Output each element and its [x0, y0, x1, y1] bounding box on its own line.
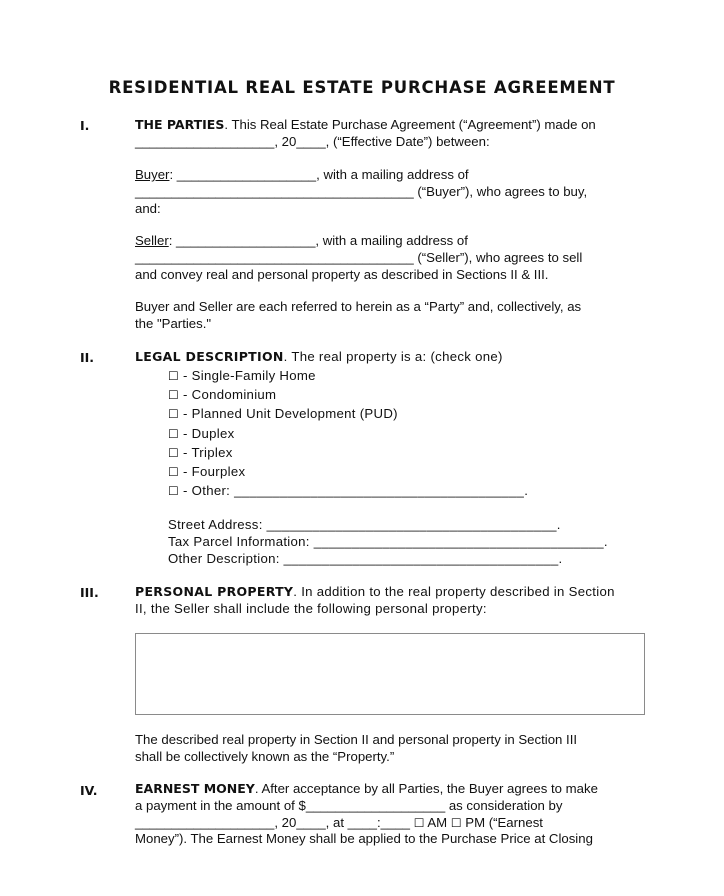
buyer-block — [135, 167, 645, 217]
text-line: shall be collectively known as the “Property.” — [135, 748, 395, 764]
option-label: - Fourplex — [179, 464, 246, 479]
personal-property-input-box[interactable] — [135, 633, 645, 715]
document-title: RESIDENTIAL REAL ESTATE PURCHASE AGREEMENT — [108, 78, 616, 97]
legal-description-intro — [135, 349, 645, 366]
am-checkbox-icon[interactable]: ☐ — [413, 815, 425, 830]
option-pud[interactable] — [168, 406, 398, 421]
seller-block — [135, 233, 645, 283]
text-line: ______________________________________ (“Seller”), who agrees to sell — [135, 249, 583, 265]
option-fourplex[interactable] — [168, 464, 245, 479]
text-line: II, the Seller shall include the following personal property: — [135, 600, 487, 616]
earnest-money-block — [135, 781, 645, 848]
property-definition — [135, 732, 645, 766]
option-other[interactable] — [168, 483, 528, 498]
pm-label: PM (“Earnest — [461, 814, 543, 830]
text-line: Buyer and Seller are each referred to herein as a “Party” and, collectively, as — [135, 299, 582, 314]
text-line: the "Parties." — [135, 315, 212, 331]
section-heading: LEGAL DESCRIPTION — [135, 349, 284, 364]
text-line: . The real property is a: (check one) — [283, 349, 503, 364]
section-parties-intro — [135, 117, 645, 151]
tax-parcel-field: Tax Parcel Information: ______________________________________. — [168, 534, 608, 549]
text-line: : ___________________, with a mailing address of — [169, 167, 469, 182]
section-number: II. — [80, 350, 95, 365]
text-line: ______________________________________ (“Buyer”), who agrees to buy, — [135, 183, 588, 199]
text-line: Money”). The Earnest Money shall be applied to the Purchase Price at Closing — [135, 831, 593, 847]
pm-checkbox-icon[interactable]: ☐ — [450, 815, 462, 830]
text-line: ___________________, 20____, (“Effective Date”) between: — [135, 133, 490, 149]
personal-property-intro — [135, 584, 645, 618]
text-line: and: — [135, 200, 161, 216]
section-heading: THE PARTIES — [135, 117, 225, 132]
checkbox-icon[interactable]: ☐ — [168, 388, 180, 402]
section-heading: PERSONAL PROPERTY — [135, 584, 294, 599]
option-triplex[interactable] — [168, 445, 233, 460]
text-line: : ___________________, with a mailing address of — [168, 233, 468, 248]
text-line: ___________________, 20____, at ____:____ — [135, 814, 414, 830]
option-label: - Duplex — [179, 426, 235, 441]
text-line: a payment in the amount of $___________________ as consideration by — [135, 797, 563, 813]
option-label: - Triplex — [179, 445, 233, 460]
option-label: - Condominium — [179, 387, 277, 402]
option-label: - Planned Unit Development (PUD) — [179, 406, 398, 421]
option-condominium[interactable] — [168, 387, 276, 402]
other-description-field: Other Description: ____________________________________. — [168, 551, 563, 566]
checkbox-icon[interactable]: ☐ — [168, 465, 180, 479]
buyer-label: Buyer — [135, 167, 170, 182]
am-label: AM — [424, 814, 451, 830]
checkbox-icon[interactable]: ☐ — [168, 369, 180, 383]
text-line: and convey real and personal property as described in Sections II & III. — [135, 266, 549, 282]
section-heading: EARNEST MONEY — [135, 781, 255, 796]
section-number: I. — [80, 118, 90, 133]
street-address-field: Street Address: ______________________________________. — [168, 517, 561, 532]
parties-definition — [135, 299, 645, 333]
checkbox-icon[interactable]: ☐ — [168, 446, 180, 460]
option-label: - Single-Family Home — [179, 368, 316, 383]
seller-label: Seller — [135, 233, 169, 248]
option-duplex[interactable] — [168, 426, 235, 441]
option-single-family[interactable] — [168, 368, 316, 383]
section-number: IV. — [80, 783, 98, 798]
text-line: . In addition to the real property described in Section — [293, 584, 615, 599]
checkbox-icon[interactable]: ☐ — [168, 427, 180, 441]
text-line: . This Real Estate Purchase Agreement (“Agreement”) made on — [224, 117, 596, 132]
section-number: III. — [80, 585, 99, 600]
option-label: - Other: ______________________________________. — [179, 483, 529, 498]
checkbox-icon[interactable]: ☐ — [168, 484, 180, 498]
text-line: . After acceptance by all Parties, the Buyer agrees to make — [254, 781, 598, 796]
checkbox-icon[interactable]: ☐ — [168, 407, 180, 421]
text-line: The described real property in Section II and personal property in Section III — [135, 732, 578, 747]
